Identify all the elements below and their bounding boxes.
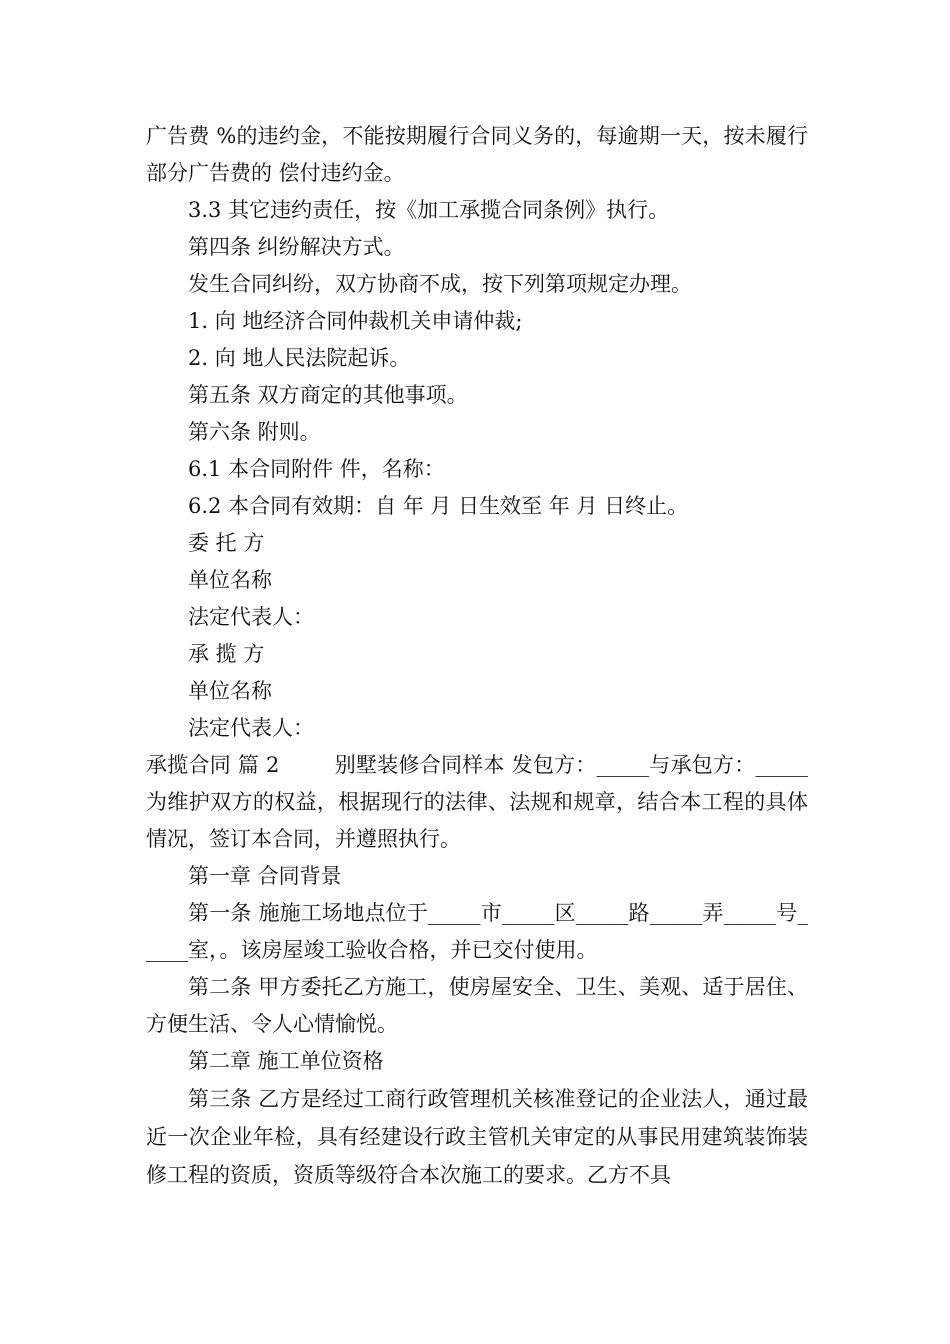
- list-item-arbitration: 1. 向 地经济合同仲裁机关申请仲裁;: [188, 309, 523, 333]
- paragraph-3-3: 3.3 其它违约责任，按《加工承揽合同条例》执行。: [188, 198, 670, 222]
- paragraph-contract-2-intro: 承揽合同 篇 2 别墅装修合同样本 发包方：_____与承包方：_____为维护双方的权益，根据现行的法律、法规和规章，结合本工程的具体情况，签订本合同，并遵照执行。: [146, 753, 808, 851]
- paragraph-6-2: 6.2 本合同有效期：自 年 月 日生效至 年 月 日终止。: [188, 494, 689, 518]
- paragraph-article-3: 第三条 乙方是经过工商行政管理机关核准登记的企业法人，通过最近一次企业年检，具有经建设行政主管机关审定的从事民用建筑装饰装修工程的资质，资质等级符合本次施工的要求。乙方不具: [146, 1087, 808, 1187]
- label-contractor-unit-name: 单位名称: [188, 679, 272, 703]
- paragraph-article-1: 第一条 施施工场地点位于_____市_____区_____路_____弄_____号_____室，。该房屋竣工验收合格，并已交付使用。: [146, 901, 808, 962]
- paragraph-article-2: 第二条 甲方委托乙方施工，使房屋安全、卫生、美观、适于居住、方便生活、令人心情愉悦。: [146, 975, 808, 1036]
- heading-chapter-2: 第二章 施工单位资格: [188, 1049, 384, 1073]
- heading-article-6: 第六条 附则。: [188, 420, 321, 444]
- heading-article-5: 第五条 双方商定的其他事项。: [188, 383, 468, 407]
- paragraph-penalty-continued: 广告费 %的违约金，不能按期履行合同义务的，每逾期一天，按未履行部分广告费的 偿付违约金。: [146, 124, 808, 185]
- label-client-party: 委 托 方: [188, 531, 265, 555]
- paragraph-dispute: 发生合同纠纷，双方协商不成，按下列第项规定办理。: [188, 272, 692, 296]
- list-item-court: 2. 向 地人民法院起诉。: [188, 346, 411, 370]
- label-contractor-representative: 法定代表人：: [188, 716, 314, 740]
- document-body: [146, 118, 808, 1194]
- label-contractor-party: 承 揽 方: [188, 642, 265, 666]
- paragraph-6-1: 6.1 本合同附件 件，名称：: [188, 457, 445, 481]
- label-client-representative: 法定代表人：: [188, 605, 314, 629]
- heading-article-4: 第四条 纠纷解决方式。: [188, 235, 405, 259]
- label-client-unit-name: 单位名称: [188, 568, 272, 592]
- heading-chapter-1: 第一章 合同背景: [188, 864, 342, 888]
